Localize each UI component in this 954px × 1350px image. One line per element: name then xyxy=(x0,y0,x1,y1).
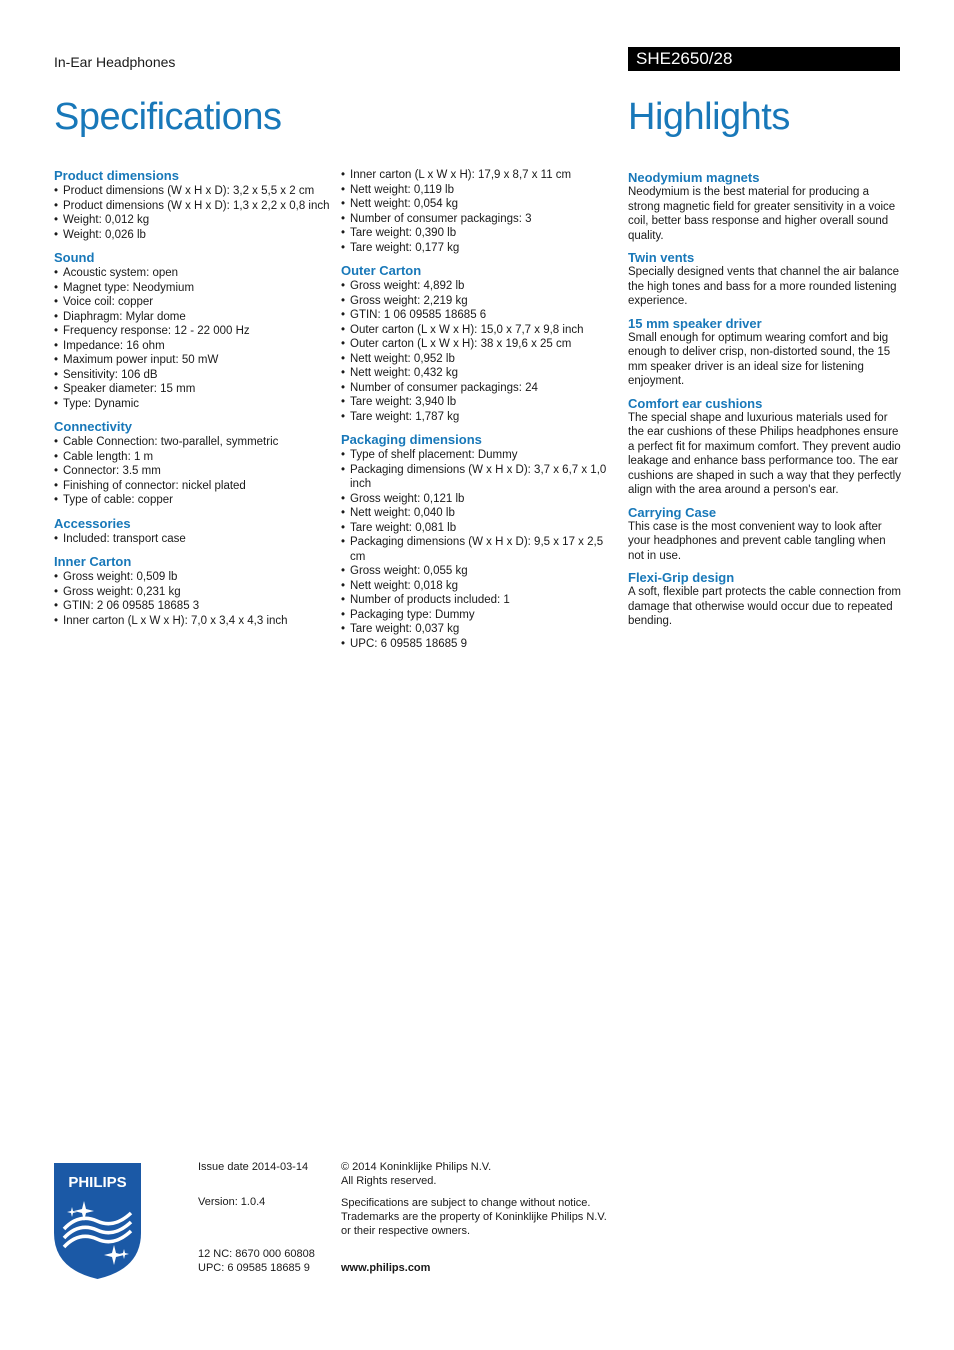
highlight-title: Comfort ear cushions xyxy=(628,395,763,411)
spec-list xyxy=(341,448,616,651)
spec-column-1 xyxy=(54,168,334,636)
rights: All Rights reserved. xyxy=(341,1175,437,1187)
spec-item: • Gross weight: 0,509 lb xyxy=(54,570,334,585)
spec-item: • Tare weight: 0,390 lb xyxy=(341,226,616,241)
spec-item: • Number of products included: 1 xyxy=(341,593,616,608)
spec-list xyxy=(341,279,616,424)
issue-date: Issue date 2014-03-14 xyxy=(198,1161,309,1173)
spec-item: • Inner carton (L x W x H): 17,9 x 8,7 x 11 cm xyxy=(341,168,616,183)
spec-section-title: Packaging dimensions xyxy=(341,432,482,447)
spec-item: • UPC: 6 09585 18685 9 xyxy=(341,637,616,652)
spec-item: • Type of cable: copper xyxy=(54,493,334,508)
spec-item: • Nett weight: 0,432 kg xyxy=(341,366,616,381)
highlight-text: Neodymium is the best material for producing a strong magnetic field for greater sensitivity in a voice coil, better bass response and higher overall sound quality. xyxy=(628,186,896,242)
highlight-text: Small enough for optimum wearing comfort and big enough to deliver crisp, non-distorted sound, the 15 mm speaker driver is an ideal size for listening enjoyment. xyxy=(628,331,891,387)
spec-item: • Packaging type: Dummy xyxy=(341,608,616,623)
spec-item: • Connector: 3.5 mm xyxy=(54,464,334,479)
spec-list xyxy=(54,570,334,628)
spec-item: • Frequency response: 12 - 22 000 Hz xyxy=(54,324,334,339)
spec-item: • Tare weight: 0,037 kg xyxy=(341,622,616,637)
disclaimer-line-3: or their respective owners. xyxy=(341,1225,470,1237)
spec-item: • Tare weight: 1,787 kg xyxy=(341,410,616,425)
spec-section xyxy=(341,168,616,255)
spec-item: • Number of consumer packagings: 24 xyxy=(341,381,616,396)
spec-item: • GTIN: 2 06 09585 18685 3 xyxy=(54,599,334,614)
spec-item: • Type: Dynamic xyxy=(54,397,334,412)
highlight-title: Neodymium magnets xyxy=(628,170,760,185)
spec-item: • Packaging dimensions (W x H x D): 3,7 x 6,7 x 1,0 inch xyxy=(341,463,616,492)
nc-number: 12 NC: 8670 000 60808 xyxy=(198,1248,315,1260)
spec-section xyxy=(341,263,616,424)
highlight-text: Specially designed vents that channel the air balance the high tones and bass for a more rounded listening experience. xyxy=(628,266,900,307)
highlight-text: The special shape and luxurious materials used for the ear cushions of these Philips headphones ensure a perfect fit for maximum comfort. They prevent audio leakage and enhance bass performance too. The ear cushions are shaped in such a way that they perfectly align with the area around a person's ear. xyxy=(628,411,901,496)
spec-item: • Sensitivity: 106 dB xyxy=(54,368,334,383)
highlight-item xyxy=(628,250,902,309)
spec-item: • Voice coil: copper xyxy=(54,295,334,310)
logo-wordmark: PHILIPS xyxy=(68,1174,127,1191)
spec-item: • Cable Connection: two-parallel, symmetric xyxy=(54,435,334,450)
spec-item: • Gross weight: 2,219 kg xyxy=(341,294,616,309)
spec-column-2 xyxy=(341,168,616,659)
spec-item: • Nett weight: 0,054 kg xyxy=(341,197,616,212)
spec-item: • Product dimensions (W x H x D): 1,3 x 2,2 x 0,8 inch xyxy=(54,199,334,214)
copyright: © 2014 Koninklijke Philips N.V. xyxy=(341,1161,492,1173)
spec-item: • GTIN: 1 06 09585 18685 6 xyxy=(341,308,616,323)
spec-section-title: Accessories xyxy=(54,515,131,531)
spec-item: • Acoustic system: open xyxy=(54,266,334,281)
philips-logo-icon xyxy=(54,1163,141,1279)
product-category: In-Ear Headphones xyxy=(54,54,176,70)
highlights-column xyxy=(628,170,902,636)
highlight-title: Carrying Case xyxy=(628,504,717,520)
spec-section xyxy=(54,250,334,411)
spec-list xyxy=(341,168,616,255)
spec-item: • Gross weight: 4,892 lb xyxy=(341,279,616,294)
spec-item: • Nett weight: 0,952 lb xyxy=(341,352,616,367)
spec-item: • Gross weight: 0,055 kg xyxy=(341,564,616,579)
spec-item: • Weight: 0,012 kg xyxy=(54,213,334,228)
spec-section-title: Outer Carton xyxy=(341,263,422,278)
spec-item: • Tare weight: 0,177 kg xyxy=(341,241,616,256)
highlight-title: Twin vents xyxy=(628,250,695,265)
highlights-title: Highlights xyxy=(628,96,790,138)
spec-item: • Packaging dimensions (W x H x D): 9,5 x 17 x 2,5 cm xyxy=(341,535,616,564)
upc-number: UPC: 6 09585 18685 9 xyxy=(198,1262,310,1274)
highlight-text: A soft, flexible part protects the cable connection from damage that otherwise would occur due to repeated bending. xyxy=(628,586,901,627)
specifications-title: Specifications xyxy=(54,96,282,138)
spec-item: • Diaphragm: Mylar dome xyxy=(54,310,334,325)
spec-section xyxy=(54,516,334,547)
spec-item: • Magnet type: Neodymium xyxy=(54,281,334,296)
highlight-title: 15 mm speaker driver xyxy=(628,315,762,331)
spec-item: • Nett weight: 0,040 lb xyxy=(341,506,616,521)
version: Version: 1.0.4 xyxy=(198,1196,266,1208)
spec-list xyxy=(54,532,334,547)
spec-item: • Tare weight: 3,940 lb xyxy=(341,395,616,410)
spec-item: • Weight: 0,026 lb xyxy=(54,228,334,243)
spec-list xyxy=(54,435,334,508)
spec-item: • Maximum power input: 50 mW xyxy=(54,353,334,368)
spec-section xyxy=(341,432,616,651)
spec-item: • Tare weight: 0,081 lb xyxy=(341,521,616,536)
highlight-title: Flexi-Grip design xyxy=(628,570,735,585)
spec-item: • Impedance: 16 ohm xyxy=(54,339,334,354)
highlight-text: This case is the most convenient way to look after your headphones and prevent cable tangling when not in use. xyxy=(628,520,886,562)
spec-item: • Gross weight: 0,231 kg xyxy=(54,585,334,600)
disclaimer-line-2: Trademarks are the property of Koninklijke Philips N.V. xyxy=(341,1211,607,1223)
spec-item: • Product dimensions (W x H x D): 3,2 x 5,5 x 2 cm xyxy=(54,184,334,199)
highlight-item xyxy=(628,570,902,629)
spec-item: • Cable length: 1 m xyxy=(54,450,334,465)
spec-section-title: Product dimensions xyxy=(54,168,179,183)
spec-item: • Outer carton (L x W x H): 15,0 x 7,7 x 9,8 inch xyxy=(341,323,616,338)
spec-item: • Number of consumer packagings: 3 xyxy=(341,212,616,227)
spec-item: • Type of shelf placement: Dummy xyxy=(341,448,616,463)
spec-section-title: Inner Carton xyxy=(54,554,132,569)
spec-section xyxy=(54,419,334,508)
spec-item: • Outer carton (L x W x H): 38 x 19,6 x 25 cm xyxy=(341,337,616,352)
spec-section-title: Connectivity xyxy=(54,419,133,434)
spec-section-title: Sound xyxy=(54,250,95,265)
model-number-bar: SHE2650/28 xyxy=(628,47,900,71)
highlight-item xyxy=(628,316,902,389)
spec-item: • Gross weight: 0,121 lb xyxy=(341,492,616,507)
spec-item: • Included: transport case xyxy=(54,532,334,547)
spec-item: • Nett weight: 0,119 lb xyxy=(341,183,616,198)
spec-item: • Speaker diameter: 15 mm xyxy=(54,382,334,397)
spec-list xyxy=(54,184,334,242)
highlight-item xyxy=(628,396,902,498)
spec-item: • Nett weight: 0,018 kg xyxy=(341,579,616,594)
highlight-item xyxy=(628,505,902,564)
spec-list xyxy=(54,266,334,411)
website-link[interactable]: www.philips.com xyxy=(341,1262,431,1274)
disclaimer-line-1: Specifications are subject to change without notice. xyxy=(341,1197,591,1209)
spec-section xyxy=(54,554,334,628)
highlight-item xyxy=(628,170,902,243)
spec-item: • Inner carton (L x W x H): 7,0 x 3,4 x 4,3 inch xyxy=(54,614,334,629)
spec-section xyxy=(54,168,334,242)
spec-item: • Finishing of connector: nickel plated xyxy=(54,479,334,494)
